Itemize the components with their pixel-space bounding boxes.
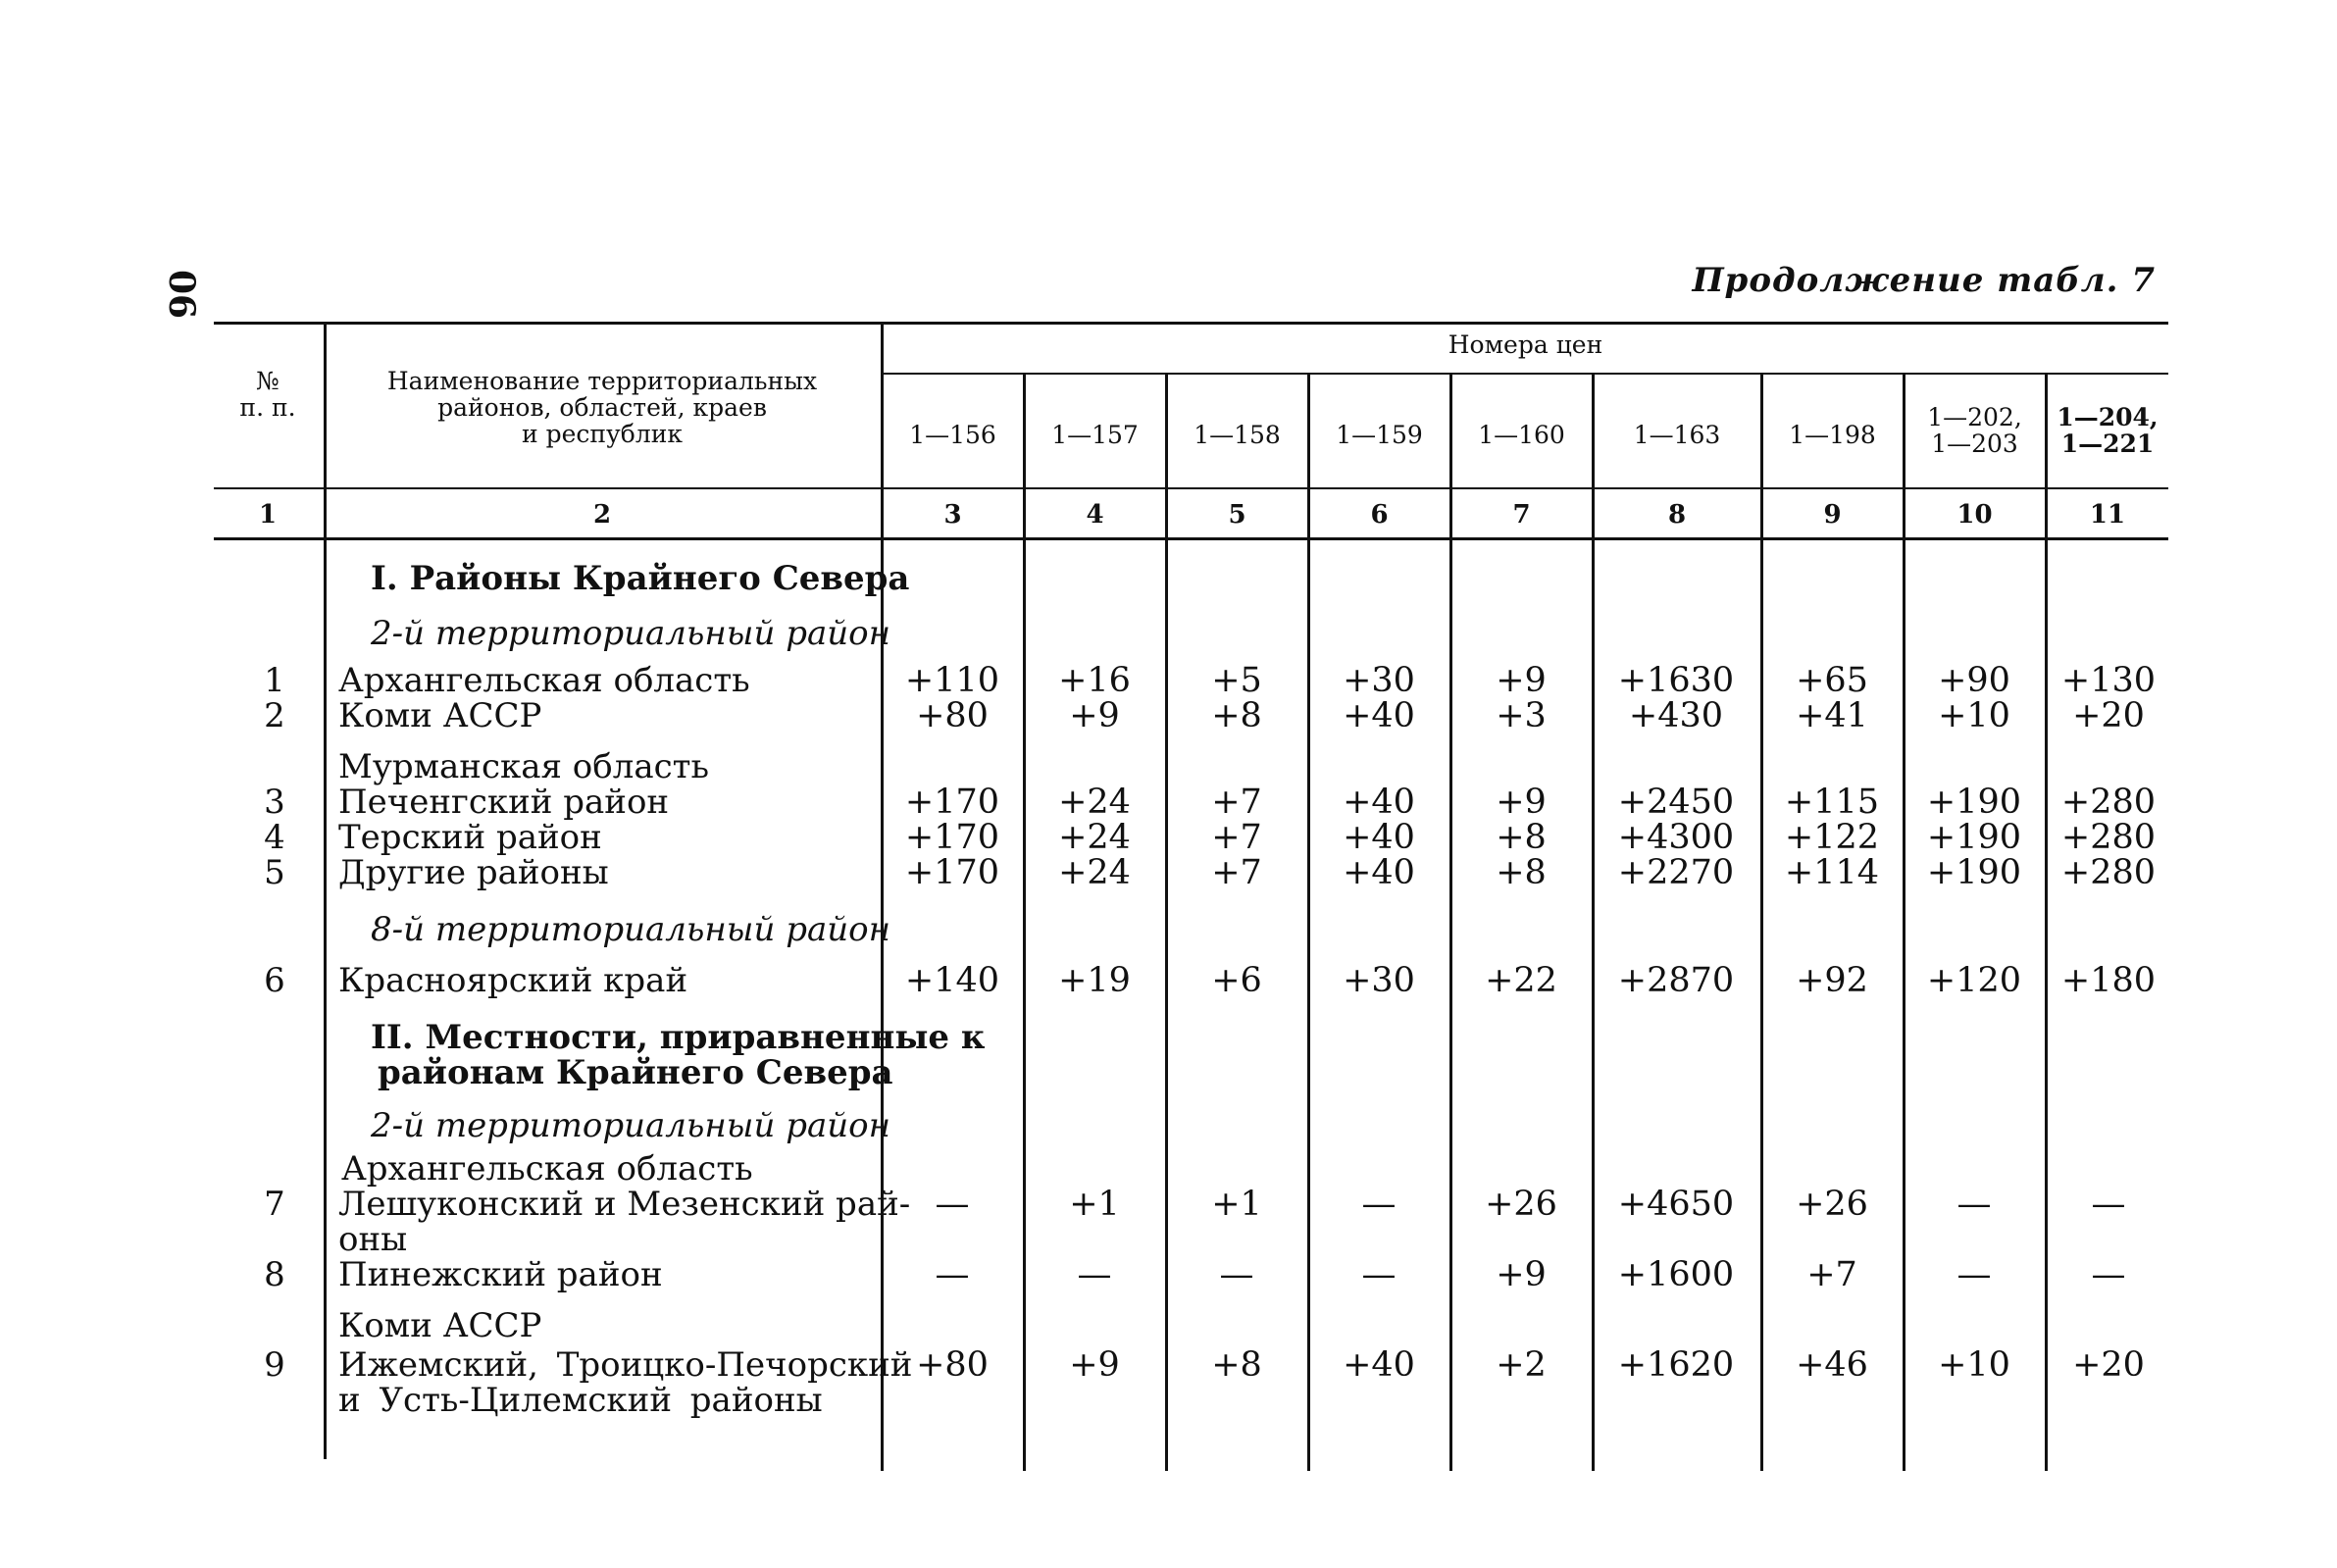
- row-value: —: [2091, 1255, 2126, 1294]
- header-price-col: 1—156: [909, 421, 996, 449]
- row-value: —: [1361, 1255, 1397, 1294]
- row-value: +120: [1926, 961, 2022, 1000]
- row-value: +24: [1058, 818, 1131, 857]
- row-name: Печенгский район: [338, 783, 670, 822]
- header-price-col: 1—163: [1633, 421, 1721, 449]
- col-number: 2: [592, 500, 612, 530]
- row-number: 1: [264, 661, 285, 700]
- row-value: —: [1077, 1255, 1112, 1294]
- row-value: +2450: [1617, 783, 1735, 822]
- row-name: Красноярский край: [338, 961, 688, 1000]
- row-value: +20: [2072, 1345, 2145, 1385]
- row-number: 9: [264, 1345, 285, 1385]
- row-value: +190: [1926, 818, 2022, 857]
- page-number: 06: [161, 269, 202, 320]
- row-value: +46: [1796, 1345, 1868, 1385]
- row-number: 6: [264, 961, 285, 1000]
- col-number: 7: [1512, 500, 1531, 530]
- row-value: +1: [1069, 1185, 1120, 1224]
- row-value: +8: [1211, 1345, 1262, 1385]
- row-value: +80: [916, 696, 989, 735]
- vline-4: [1165, 373, 1168, 1471]
- row-value: +140: [904, 961, 1000, 1000]
- row-value: +26: [1796, 1185, 1868, 1224]
- header-price-col: 1—160: [1478, 421, 1565, 449]
- vline-1: [324, 322, 327, 1459]
- row-value: —: [1361, 1185, 1397, 1224]
- row-value: +30: [1343, 961, 1415, 1000]
- col-number: 6: [1370, 500, 1389, 530]
- row-value: +5: [1211, 661, 1262, 700]
- row-value: +110: [904, 661, 1000, 700]
- row-value: +40: [1343, 853, 1415, 892]
- row-value: +6: [1211, 961, 1262, 1000]
- row-value: +90: [1938, 661, 2010, 700]
- header-price-col: 1—204, 1—221: [2057, 403, 2159, 458]
- row-value: +9: [1496, 783, 1547, 822]
- section-subtitle: 2-й территориальный район: [371, 614, 891, 653]
- vline-7: [1592, 373, 1595, 1471]
- col-number: 11: [2089, 500, 2126, 530]
- row-value: +9: [1069, 1345, 1120, 1385]
- vline-3: [1023, 373, 1026, 1471]
- row-name: Лешуконский и Мезенский рай-: [338, 1185, 911, 1224]
- row-name: оны: [338, 1220, 408, 1259]
- row-value: +170: [904, 783, 1000, 822]
- row-value: +9: [1069, 696, 1120, 735]
- vline-10: [2045, 373, 2048, 1471]
- continuation-title: Продолжение табл. 7: [1692, 261, 2156, 300]
- row-value: +122: [1784, 818, 1880, 857]
- col-number: 10: [1956, 500, 1993, 530]
- section-subtitle: 2-й территориальный район: [371, 1106, 891, 1145]
- row-value: —: [1956, 1255, 1992, 1294]
- row-value: +130: [2060, 661, 2157, 700]
- row-value: —: [2091, 1185, 2126, 1224]
- row-value: +190: [1926, 783, 2022, 822]
- section-title: II. Местности, приравненные к: [371, 1018, 986, 1057]
- row-value: +7: [1806, 1255, 1857, 1294]
- section-title: районам Крайнего Севера: [378, 1053, 893, 1092]
- row-number: 2: [264, 696, 285, 735]
- col-number: 5: [1228, 500, 1246, 530]
- row-value: +22: [1485, 961, 1557, 1000]
- col-number: 4: [1086, 500, 1104, 530]
- row-value: +20: [2072, 696, 2145, 735]
- header-prices-group: Номера цен: [1448, 330, 1603, 359]
- row-name: Пинежский район: [338, 1255, 663, 1294]
- row-value: +10: [1938, 1345, 2010, 1385]
- row-value: +1: [1211, 1185, 1262, 1224]
- section-title: I. Районы Крайнего Севера: [371, 559, 910, 598]
- header-col-name: Наименование территориальных районов, областей, краев и республик: [386, 367, 818, 448]
- row-number: 5: [264, 853, 285, 892]
- section-subtitle: 8-й территориальный район: [371, 910, 891, 949]
- row-value: +9: [1496, 661, 1547, 700]
- vline-6: [1449, 373, 1452, 1471]
- row-value: +40: [1343, 1345, 1415, 1385]
- row-value: +4650: [1617, 1185, 1735, 1224]
- row-value: +114: [1784, 853, 1880, 892]
- row-value: +30: [1343, 661, 1415, 700]
- vline-2: [881, 322, 884, 1471]
- row-name: Архангельская область: [338, 661, 750, 700]
- row-value: +24: [1058, 783, 1131, 822]
- row-name: Ижемский, Троицко-Печорский: [338, 1345, 913, 1385]
- row-value: +2: [1496, 1345, 1547, 1385]
- row-value: +8: [1496, 818, 1547, 857]
- row-value: +65: [1796, 661, 1868, 700]
- row-value: +7: [1211, 783, 1262, 822]
- header-price-col: 1—157: [1051, 421, 1139, 449]
- row-value: +24: [1058, 853, 1131, 892]
- row-value: +170: [904, 818, 1000, 857]
- region-heading: Мурманская область: [338, 747, 709, 786]
- row-name: и Усть-Цилемский районы: [338, 1381, 823, 1420]
- row-value: +92: [1796, 961, 1868, 1000]
- prices-group-rule: [883, 373, 2168, 375]
- vline-8: [1760, 373, 1763, 1471]
- row-value: +40: [1343, 696, 1415, 735]
- row-value: +115: [1784, 783, 1880, 822]
- row-value: +4300: [1617, 818, 1735, 857]
- row-value: +2870: [1617, 961, 1735, 1000]
- row-value: +180: [2060, 961, 2157, 1000]
- row-value: +16: [1058, 661, 1131, 700]
- row-value: +1630: [1617, 661, 1735, 700]
- row-value: +280: [2060, 853, 2157, 892]
- row-value: +3: [1496, 696, 1547, 735]
- row-value: +8: [1211, 696, 1262, 735]
- vline-5: [1307, 373, 1310, 1471]
- row-value: +40: [1343, 818, 1415, 857]
- header-price-col: 1—158: [1194, 421, 1281, 449]
- row-value: +19: [1058, 961, 1131, 1000]
- header-price-col: 1—159: [1336, 421, 1423, 449]
- region-heading: Коми АССР: [338, 1306, 542, 1345]
- row-value: +280: [2060, 783, 2157, 822]
- col-number: 8: [1667, 500, 1687, 530]
- row-value: +7: [1211, 853, 1262, 892]
- row-value: +2270: [1617, 853, 1735, 892]
- row-name: Терский район: [338, 818, 602, 857]
- row-value: +7: [1211, 818, 1262, 857]
- row-name: Другие районы: [338, 853, 609, 892]
- col-number: 1: [258, 500, 278, 530]
- row-value: +80: [916, 1345, 989, 1385]
- vline-9: [1903, 373, 1905, 1471]
- row-value: +8: [1496, 853, 1547, 892]
- row-value: +430: [1628, 696, 1724, 735]
- row-value: +9: [1496, 1255, 1547, 1294]
- col-number: 3: [943, 500, 962, 530]
- row-value: +26: [1485, 1185, 1557, 1224]
- row-number: 4: [264, 818, 285, 857]
- row-name: Коми АССР: [338, 696, 542, 735]
- row-value: +41: [1796, 696, 1868, 735]
- row-value: +10: [1938, 696, 2010, 735]
- row-value: +170: [904, 853, 1000, 892]
- colnum-rule: [214, 537, 2168, 540]
- row-value: +40: [1343, 783, 1415, 822]
- row-number: 7: [264, 1185, 285, 1224]
- row-value: —: [935, 1185, 970, 1224]
- row-value: +1620: [1617, 1345, 1735, 1385]
- row-value: —: [935, 1255, 970, 1294]
- top-rule: [214, 322, 2168, 325]
- header-price-col: 1—198: [1789, 421, 1876, 449]
- header-col-no: № п. п.: [239, 367, 296, 422]
- row-value: +190: [1926, 853, 2022, 892]
- row-value: +1600: [1617, 1255, 1735, 1294]
- header-rule: [214, 487, 2168, 489]
- region-heading: Архангельская область: [341, 1149, 753, 1189]
- row-number: 8: [264, 1255, 285, 1294]
- row-value: —: [1219, 1255, 1254, 1294]
- col-number: 9: [1823, 500, 1842, 530]
- row-number: 3: [264, 783, 285, 822]
- row-value: —: [1956, 1185, 1992, 1224]
- row-value: +280: [2060, 818, 2157, 857]
- header-price-col: 1—202, 1—203: [1927, 403, 2022, 458]
